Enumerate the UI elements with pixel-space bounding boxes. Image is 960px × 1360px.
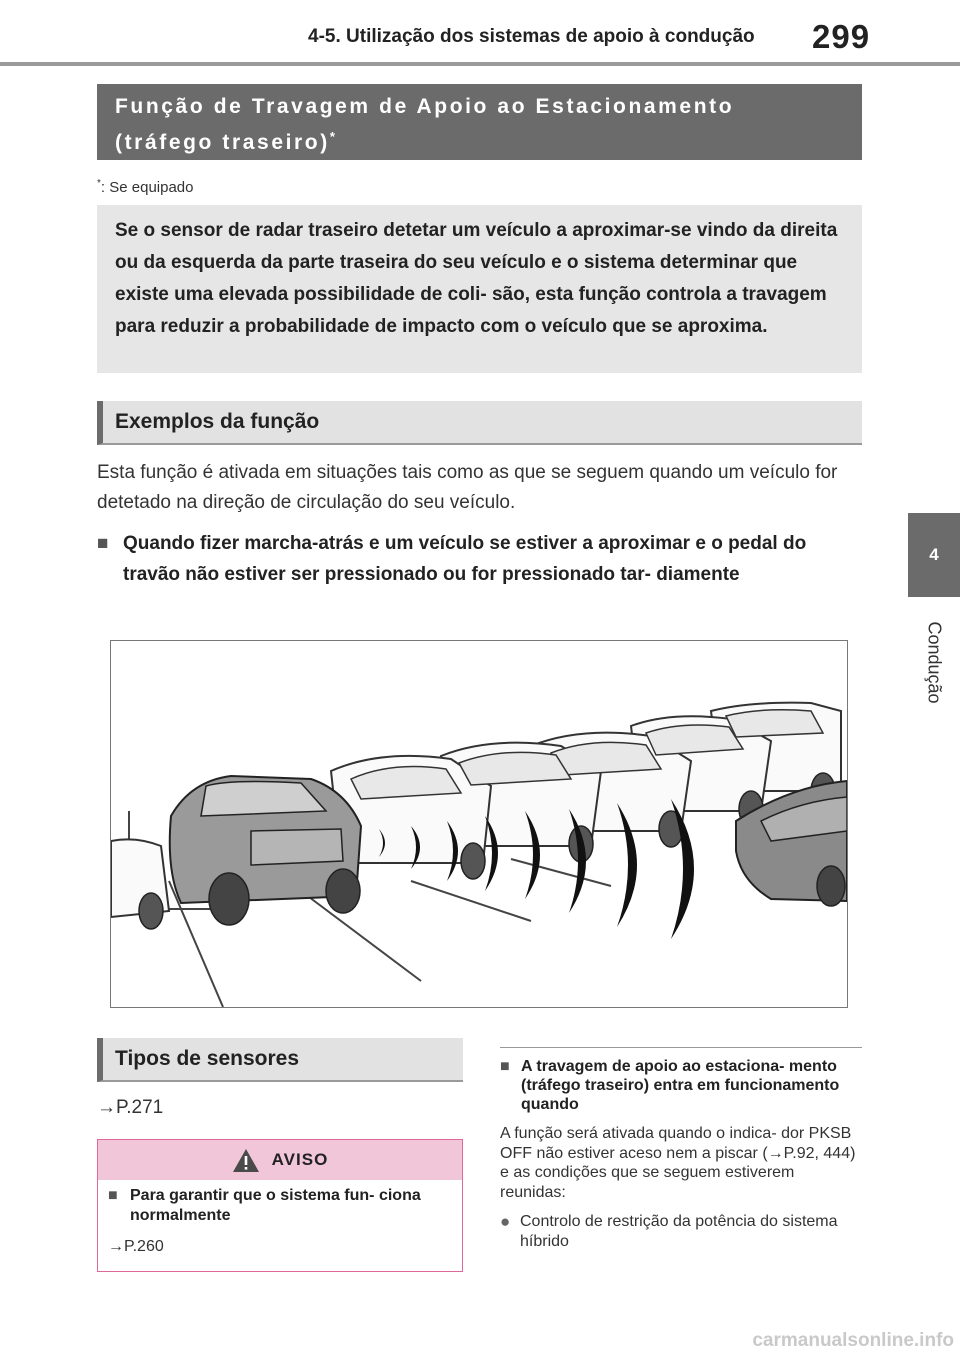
section-title: 4-5. Utilização dos sistemas de apoio à condução: [308, 26, 755, 47]
warning-triangle-icon: [232, 1148, 260, 1173]
circle-bullet-icon: ●: [500, 1212, 511, 1231]
footnote-star: *: [97, 178, 101, 189]
warning-body: [98, 1180, 462, 1262]
footnote: [97, 178, 193, 196]
right-column: [500, 1047, 862, 1251]
sensor-types-heading-text: Tipos de sensores: [115, 1047, 300, 1070]
watermark: carmanualsonline.info: [752, 1330, 954, 1351]
chapter-tab[interactable]: [908, 513, 960, 597]
warning-item-text: Para garantir que o sistema fun- ciona normalmente: [130, 1187, 421, 1224]
main-heading-line2-wrap: [115, 122, 844, 158]
square-bullet-icon: ■: [97, 533, 109, 554]
main-heading-line1: Função de Travagem de Apoio ao Estacionamento: [115, 95, 735, 118]
chapter-label-container: [908, 597, 960, 727]
footnote-marker: *: [329, 129, 335, 144]
footnote-text: : Se equipado: [100, 179, 194, 196]
examples-heading: [97, 401, 862, 445]
chapter-label: Condução: [924, 620, 945, 704]
right-column-rule: [500, 1047, 862, 1048]
square-bullet-icon: ■: [500, 1058, 510, 1075]
header-rule: [0, 62, 960, 66]
warning-header: [98, 1140, 462, 1180]
examples-body: Esta função é ativada em situações tais como as que se seguem quando um veículo for detetado na direção de circulação do seu veículo.: [97, 462, 838, 513]
examples-heading-text: Exemplos da função: [115, 410, 320, 433]
activation-heading: [500, 1057, 862, 1114]
square-bullet-icon: ■: [108, 1187, 118, 1204]
sensor-types-page-link[interactable]: →P.271: [97, 1097, 164, 1118]
activation-bullet-text: Controlo de restrição da potência do sistema híbrido: [520, 1213, 838, 1250]
activation-heading-text: A travagem de apoio ao estaciona- mento (tráfego traseiro) entra em funcionamento quando: [521, 1058, 840, 1113]
chapter-number: 4: [929, 545, 939, 564]
page-number: 299: [812, 18, 871, 55]
examples-bullet: [97, 528, 867, 590]
parking-lot-reversing-illustration: [110, 640, 848, 1008]
main-heading-line2: (tráfego traseiro): [115, 131, 330, 154]
warning-box: [97, 1139, 463, 1272]
activation-paragraph: A função será ativada quando o indica- dor PKSB OFF não estiver aceso nem a piscar (→P.92, 444) e as condições que se seguem estiverem reunidas:: [500, 1125, 856, 1201]
illustration-svg: [111, 641, 847, 1007]
intro-box: Se o sensor de radar traseiro detetar um veículo a aproximar-se vindo da direita ou da esquerda da parte traseira do seu veículo e o sistema determinar que existe uma elevada possibilidade de coli- são, esta função controla a travagem para reduzir a probabilidade de impacto com o veículo que se aproxima.: [97, 205, 862, 373]
activation-bullet: [500, 1212, 862, 1251]
main-heading: [97, 84, 862, 160]
sensor-types-heading: [97, 1038, 463, 1082]
warning-page-link[interactable]: →P.260: [108, 1238, 164, 1255]
examples-bullet-text: Quando fizer marcha-atrás e um veículo se estiver a aproximar e o pedal do travão não estiver ser pressionado ou for pressionado tar- diamente: [123, 533, 807, 585]
warning-title: AVISO: [271, 1150, 329, 1169]
warning-item: [108, 1186, 452, 1226]
